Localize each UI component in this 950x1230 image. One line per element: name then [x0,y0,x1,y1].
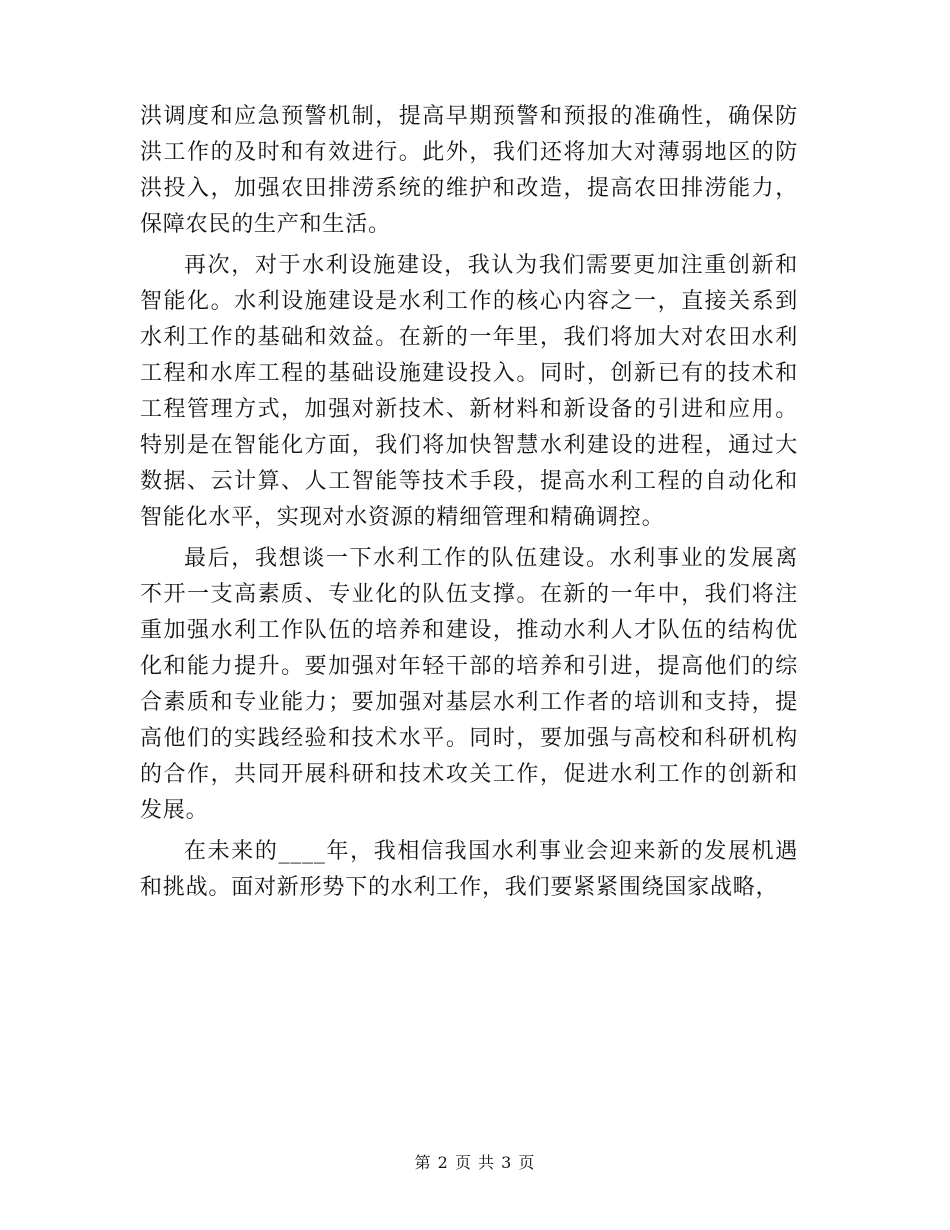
document-body [140,99,798,906]
paragraph-2: 再次，对于水利设施建设，我认为我们需要更加注重创新和智能化。水利设施建设是水利工作的核心内容之一，直接关系到水利工作的基础和效益。在新的一年里，我们将加大对农田水利工程和水库工程的基础设施建设投入。同时，创新已有的技术和工程管理方式，加强对新技术、新材料和新设备的引进和应用。特别是在智能化方面，我们将加快智慧水利建设的进程，通过大数据、云计算、人工智能等技术手段，提高水利工程的自动化和智能化水平，实现对水资源的精细管理和精确调控。 [140,253,798,530]
paragraph-4: 在未来的____年，我相信我国水利事业会迎来新的发展机遇和挑战。面对新形势下的水利工作，我们要紧紧围绕国家战略， [140,839,798,900]
paragraph-1: 洪调度和应急预警机制，提高早期预警和预报的准确性，确保防洪工作的及时和有效进行。此外，我们还将加大对薄弱地区的防洪投入，加强农田排涝系统的维护和改造，提高农田排涝能力，保障农民的生产和生活。 [140,104,798,237]
page-footer: 第 2 页 共 3 页 [414,1153,536,1172]
paragraph-3: 最后，我想谈一下水利工作的队伍建设。水利事业的发展离不开一支高素质、专业化的队伍支撑。在新的一年中，我们将注重加强水利工作队伍的培养和建设，推动水利人才队伍的结构优化和能力提升。要加强对年轻干部的培养和引进，提高他们的综合素质和专业能力；要加强对基层水利工作者的培训和支持，提高他们的实践经验和技术水平。同时，要加强与高校和科研机构的合作，共同开展科研和技术攻关工作，促进水利工作的创新和发展。 [140,546,798,823]
